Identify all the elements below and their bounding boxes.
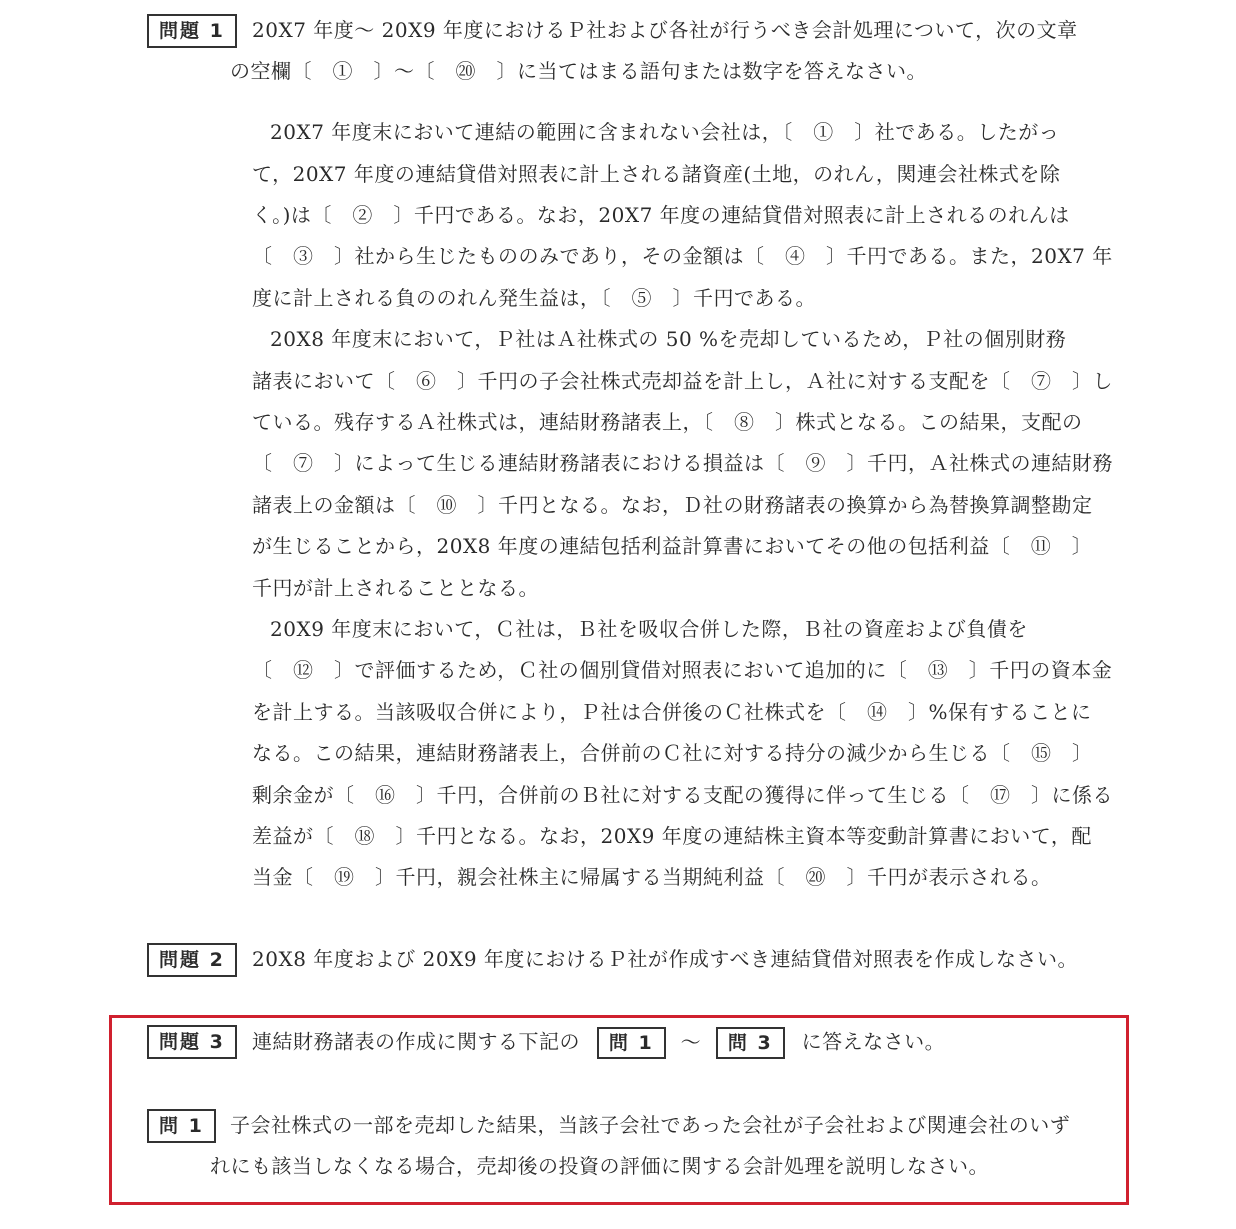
question-3-label: 問題 3 — [147, 1025, 237, 1059]
body-line: が生じることから，20X8 年度の連結包括利益計算書においてその他の包括利益〔 ⑪ 〕 — [252, 534, 1093, 558]
sub-question-1-line-1: 子会社株式の一部を売却した結果，当該子会社であった会社が子会社および関連会社のいず — [230, 1113, 1071, 1137]
question-3-text — [252, 1027, 945, 1059]
body-line: 〔 ③ 〕社から生じたもののみであり，その金額は〔 ④ 〕千円である。また，20X7 年 — [252, 244, 1113, 268]
sub-question-1-line-2: れにも該当しなくなる場合，売却後の投資の評価に関する会計処理を説明しなさい。 — [210, 1154, 989, 1178]
body-line: 度に計上される負ののれん発生益は，〔 ⑤ 〕千円である。 — [252, 286, 816, 310]
question-2-text: 20X8 年度および 20X9 年度におけるＰ社が作成すべき連結貸借対照表を作成しなさい。 — [252, 947, 1078, 971]
body-line: 20X9 年度末において，Ｃ社は，Ｂ社を吸収合併した際，Ｂ社の資産および負債を — [270, 617, 1028, 641]
body-line: 千円が計上されることとなる。 — [252, 576, 539, 600]
body-line: ている。残存するＡ社株式は，連結財務諸表上，〔 ⑧ 〕株式となる。この結果，支配の — [252, 410, 1083, 434]
body-line: 当金〔 ⑲ 〕千円，親会社株主に帰属する当期純利益〔 ⑳ 〕千円が表示される。 — [252, 865, 1052, 889]
question-3-text-after: に答えなさい。 — [801, 1029, 946, 1054]
question-2-label: 問題 2 — [147, 943, 237, 977]
sub-question-ref-1: 問 1 — [597, 1027, 666, 1059]
body-line: なる。この結果，連結財務諸表上，合併前のＣ社に対する持分の減少から生じる〔 ⑮ 〕 — [252, 741, 1093, 765]
body-line: 諸表上の金額は〔 ⑩ 〕千円となる。なお，Ｄ社の財務諸表の換算から為替換算調整勘定 — [252, 493, 1093, 517]
body-line: 20X8 年度末において，Ｐ社はＡ社株式の 50 %を売却しているため，Ｐ社の個別財務 — [270, 327, 1067, 351]
body-line: を計上する。当該吸収合併により，Ｐ社は合併後のＣ社株式を〔 ⑭ 〕%保有することに — [252, 700, 1092, 724]
question-3-text-before: 連結財務諸表の作成に関する下記の — [252, 1029, 580, 1054]
question-1-prompt-line-2: の空欄〔 ① 〕～〔 ⑳ 〕に当てはまる語句または数字を答えなさい。 — [230, 59, 927, 83]
range-tilde: ～ — [680, 1029, 702, 1054]
body-line: 〔 ⑦ 〕によって生じる連結財務諸表における損益は〔 ⑨ 〕千円，Ａ社株式の連結財務 — [252, 451, 1113, 475]
body-line: 差益が〔 ⑱ 〕千円となる。なお，20X9 年度の連結株主資本等変動計算書において，配 — [252, 824, 1092, 848]
body-line: 諸表において〔 ⑥ 〕千円の子会社株式売却益を計上し，Ａ社に対する支配を〔 ⑦ 〕し — [252, 369, 1113, 393]
question-1-prompt-line-1: 20X7 年度～ 20X9 年度におけるＰ社および各社が行うべき会計処理について，次の文章 — [252, 18, 1078, 42]
body-line: 20X7 年度末において連結の範囲に含まれない会社は，〔 ① 〕社である。したがっ — [270, 120, 1060, 144]
body-line: 〔 ⑫ 〕で評価するため，Ｃ社の個別貸借対照表において追加的に〔 ⑬ 〕千円の資本金 — [252, 658, 1113, 682]
body-line: く。)は〔 ② 〕千円である。なお，20X7 年度の連結貸借対照表に計上されるのれんは — [252, 203, 1070, 227]
body-line: 剰余金が〔 ⑯ 〕千円，合併前のＢ社に対する支配の獲得に伴って生じる〔 ⑰ 〕に係る — [252, 783, 1113, 807]
sub-question-ref-3: 問 3 — [716, 1027, 785, 1059]
body-line: て，20X7 年度の連結貸借対照表に計上される諸資産(土地，のれん，関連会社株式を除 — [252, 162, 1061, 186]
sub-question-1-label: 問 1 — [147, 1109, 216, 1143]
question-1-label: 問題 1 — [147, 14, 237, 48]
